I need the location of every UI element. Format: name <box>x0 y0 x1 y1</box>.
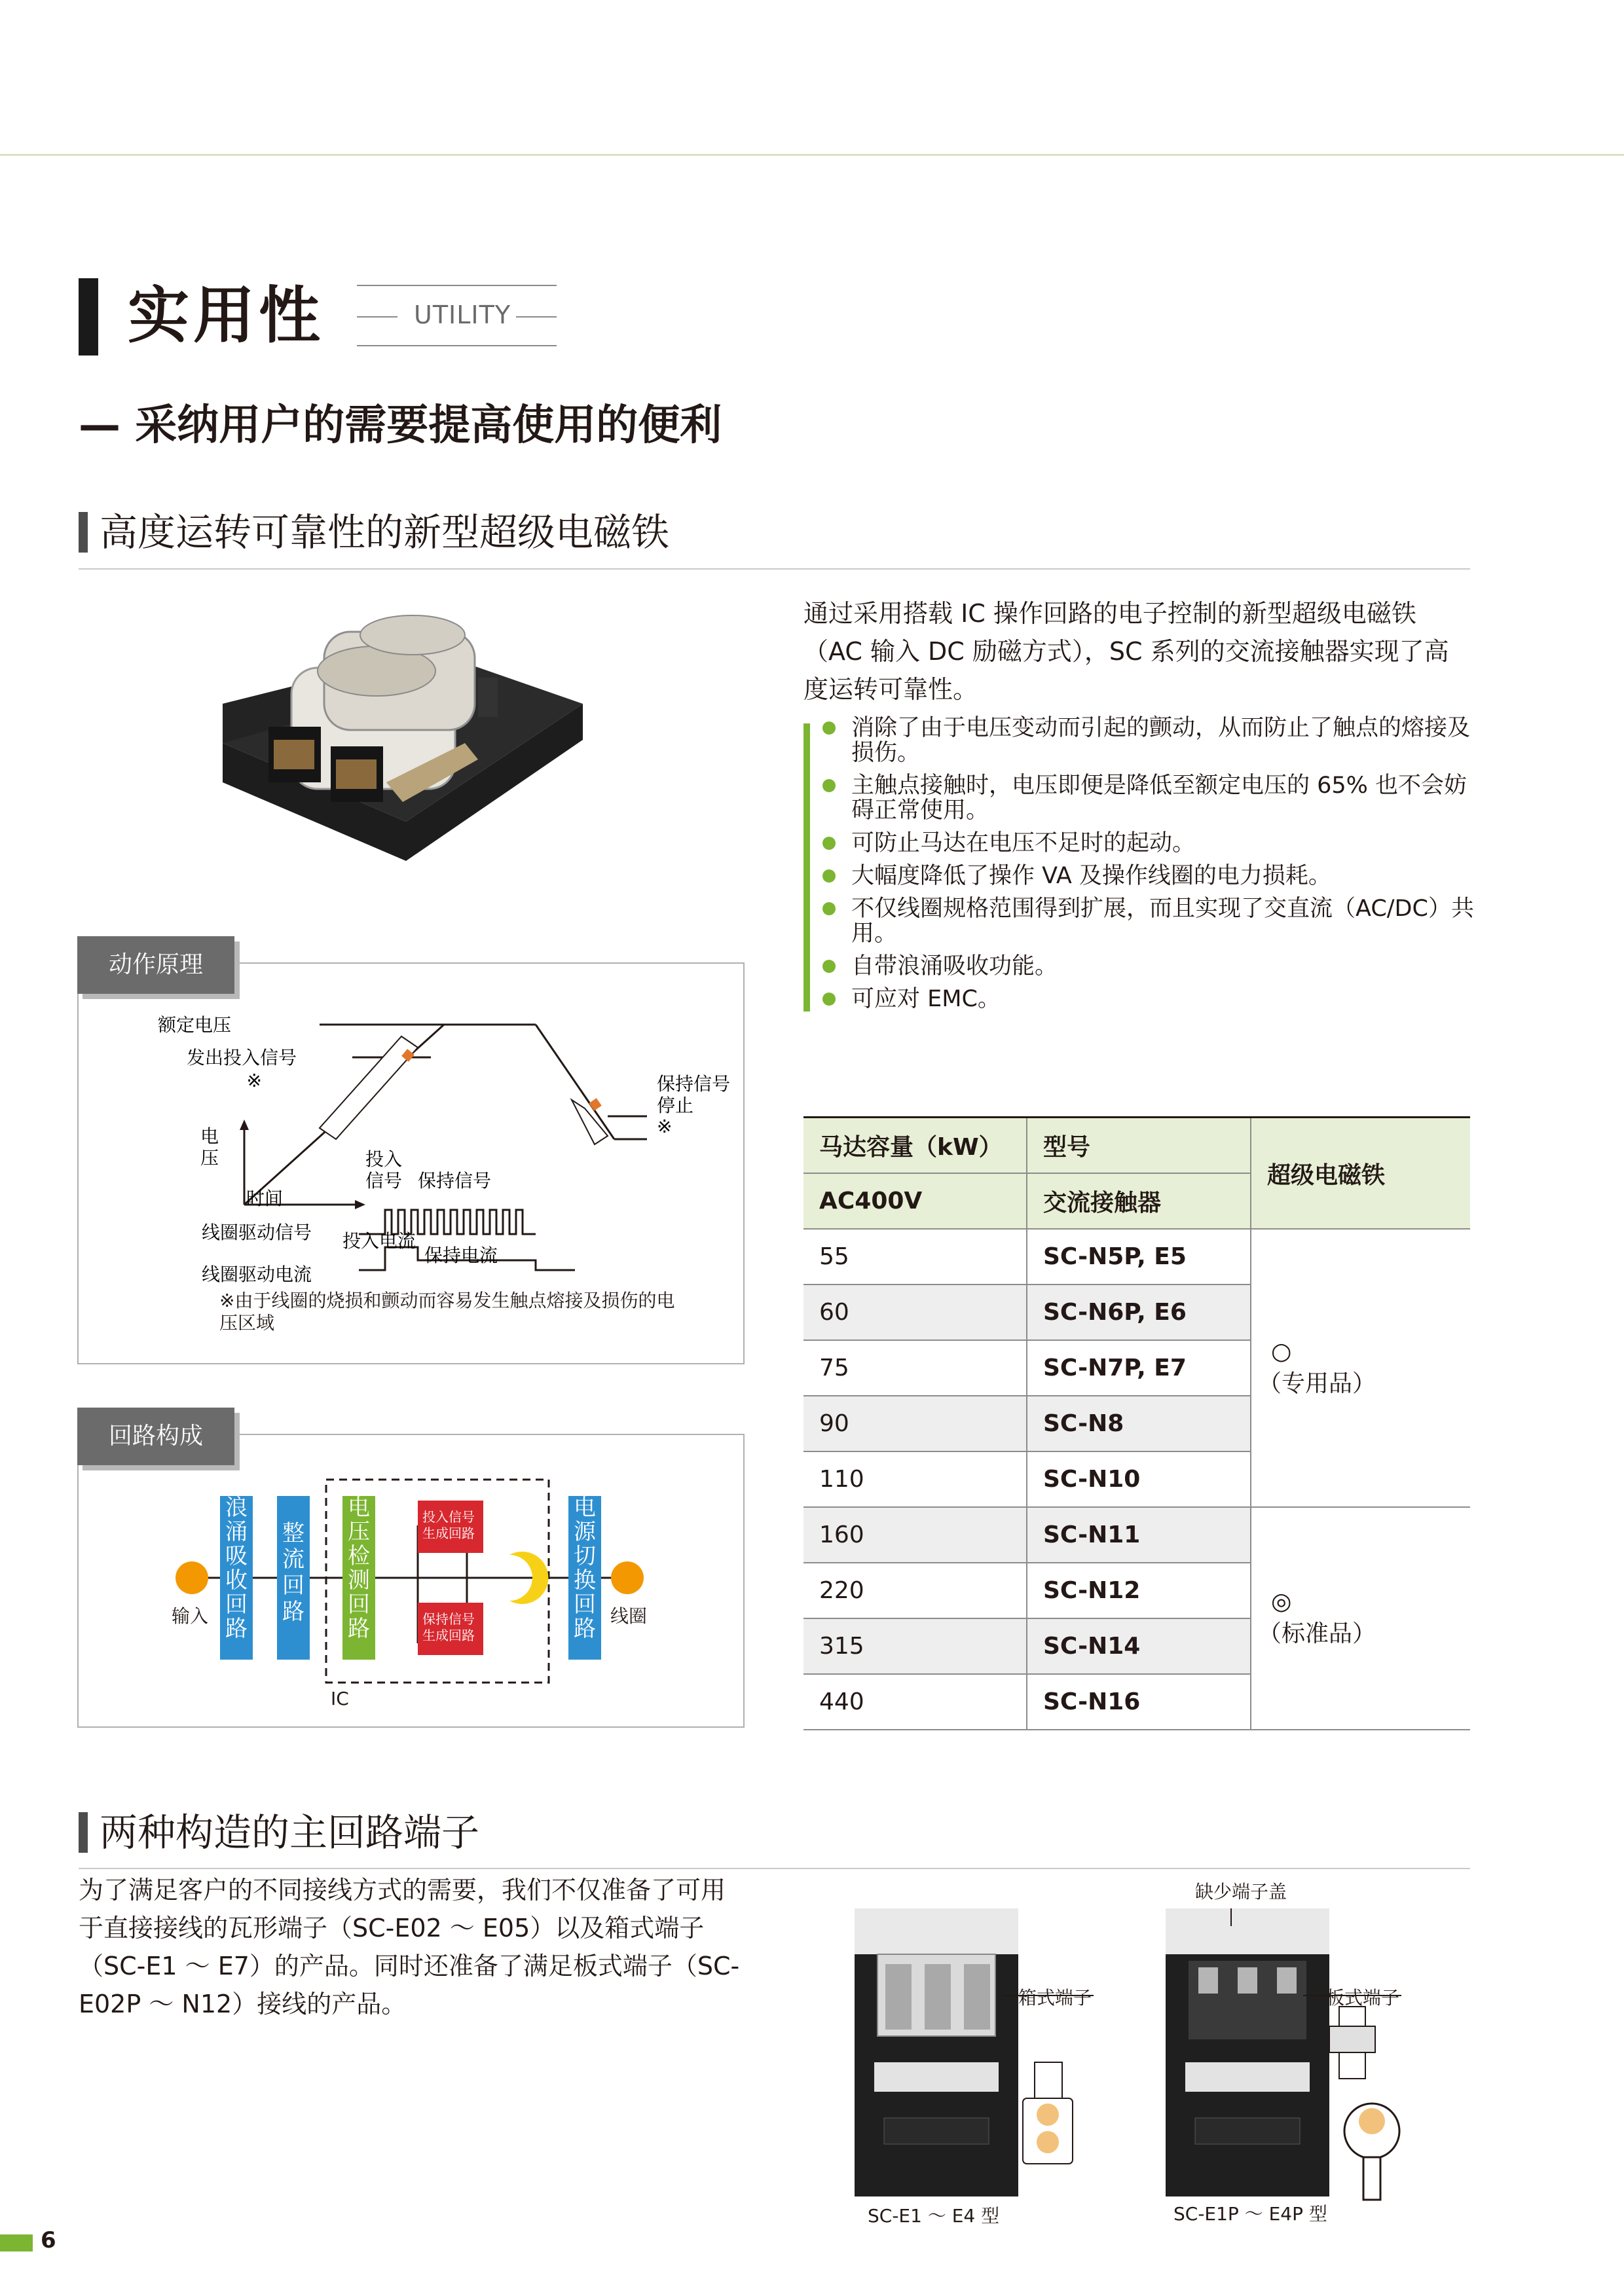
header-cell: 交流接触器 <box>1027 1173 1251 1229</box>
caption-plate-model: SC-E1P ～ E4P 型 <box>1173 2203 1327 2225</box>
section-title-terminals: 两种构造的主回路端子 <box>100 1810 480 1855</box>
list-item: 自带浪涌吸收功能。 <box>851 954 1480 979</box>
header-cell: 型号 <box>1027 1118 1251 1173</box>
page-subtitle: — 采纳用户的需要提高使用的便利 <box>79 401 722 450</box>
operation-note: ※由于线圈的烧损和颤动而容易发生触点熔接及损伤的电压区域 <box>219 1290 675 1334</box>
title-rule-left <box>357 316 397 318</box>
box-terminal-label: 箱式端子 <box>1018 1987 1092 2009</box>
hold-signal-gen-block: 保持信号生成回路 <box>422 1611 475 1643</box>
svg-text:保持信号: 保持信号 <box>418 1170 492 1192</box>
table-row: 60 SC-N6P, E6 <box>803 1285 1470 1340</box>
top-rule <box>0 154 1624 156</box>
plate-terminal-contactor <box>1166 1908 1329 2196</box>
section-marker <box>79 512 88 553</box>
section-rule <box>79 568 1470 570</box>
no-cover-label: 缺少端子盖 <box>1195 1881 1287 1903</box>
feature-list <box>851 716 1480 1019</box>
list-item: 可应对 EMC。 <box>851 987 1480 1011</box>
bullet-accent-bar <box>803 723 810 1011</box>
title-rule-right <box>516 316 557 318</box>
circuit-diagram <box>77 1467 742 1715</box>
svg-text:※: ※ <box>246 1070 262 1091</box>
header-cell: 马达容量（kW） <box>803 1118 1027 1173</box>
page-number: 6 <box>41 2227 56 2253</box>
list-item: 可防止马达在电压不足时的起动。 <box>851 831 1480 856</box>
svg-text:线圈驱动信号: 线圈驱动信号 <box>202 1222 312 1243</box>
table-row: 75 SC-N7P, E7 <box>803 1340 1470 1396</box>
title-marker <box>79 278 98 355</box>
magnet-intro-text: 通过采用搭载 IC 操作回路的电子控制的新型超级电磁铁（AC 输入 DC 励磁方式），SC 系列的交流接触器实现了高度运转可靠性。 <box>803 599 1449 704</box>
page-marker <box>0 2234 33 2251</box>
svg-text:压: 压 <box>200 1147 219 1169</box>
svg-text:发出投入信号: 发出投入信号 <box>186 1047 297 1068</box>
svg-text:※: ※ <box>657 1116 673 1137</box>
section-rule <box>79 1868 1470 1869</box>
header-cell: 超级电磁铁 <box>1251 1118 1470 1229</box>
svg-text:时间: 时间 <box>246 1188 284 1209</box>
svg-text:投入电流: 投入电流 <box>342 1230 416 1252</box>
group-cell-standard: ◎ （标准品） <box>1251 1507 1470 1730</box>
power-switch-block: 电源切换回路 <box>574 1495 596 1642</box>
svg-text:额定电压: 额定电压 <box>157 1014 231 1036</box>
svg-text:信号: 信号 <box>365 1170 403 1192</box>
table-row: 55 SC-N5P, E5 ○ （专用品） <box>803 1229 1470 1285</box>
rectifier-block: 整流回路 <box>282 1520 304 1625</box>
page-title: 实用性 <box>128 280 325 352</box>
svg-text:电: 电 <box>200 1125 219 1147</box>
list-item: 主触点接触时，电压即便是降低至额定电压的 65% 也不会妨碍正常使用。 <box>851 773 1480 823</box>
surge-absorber-block: 浪涌吸收回路 <box>225 1495 248 1642</box>
header-cell: AC400V <box>803 1173 1027 1229</box>
tab-operation-principle: 动作原理 <box>77 936 234 994</box>
voltage-detect-block: 电压检测回路 <box>348 1495 370 1642</box>
input-label: 输入 <box>172 1605 209 1627</box>
table-row: 90 SC-N8 <box>803 1396 1470 1451</box>
terminal-description: 为了满足客户的不同接线方式的需要，我们不仅准备了可用于直接接线的瓦形端子（SC-E02 ～ E05）以及箱式端子（SC-E1 ～ E7）的产品。同时还准备了满足板式端子（SC-E02P ～ N12）接线的产品。 <box>79 1876 740 2018</box>
table-row: 315 SC-N14 <box>803 1618 1470 1674</box>
table-row: 440 SC-N16 <box>803 1674 1470 1730</box>
section-marker <box>79 1812 88 1853</box>
title-rule-bottom <box>357 345 557 346</box>
table-row: 220 SC-N12 <box>803 1563 1470 1618</box>
box-terminal-sketch <box>1023 2062 1073 2164</box>
svg-text:保持信号: 保持信号 <box>657 1073 731 1095</box>
super-magnet-photo <box>216 606 602 913</box>
table-row: 110 SC-N10 <box>803 1451 1470 1507</box>
page-title-en: UTILITY <box>414 301 511 329</box>
list-item: 不仅线圈规格范围得到扩展，而且实现了交直流（AC/DC）共用。 <box>851 896 1480 946</box>
table-row: 160 SC-N11 ◎ （标准品） <box>803 1507 1470 1563</box>
svg-text:投入: 投入 <box>365 1148 403 1170</box>
plate-terminal-label: 板式端子 <box>1326 1987 1400 2009</box>
spec-table <box>803 1116 1470 1730</box>
coil-label: 线圈 <box>610 1605 648 1627</box>
list-item: 消除了由于电压变动而引起的颤动，从而防止了触点的熔接及损伤。 <box>851 716 1480 765</box>
list-item: 大幅度降低了操作 VA 及操作线圈的电力损耗。 <box>851 864 1480 888</box>
svg-text:停止: 停止 <box>657 1095 694 1116</box>
group-cell-special: ○ （专用品） <box>1251 1229 1470 1507</box>
contactor-photos <box>845 1899 1486 2206</box>
plate-terminal-sketch <box>1329 2007 1399 2200</box>
ic-label: IC <box>331 1688 349 1709</box>
title-rule-top <box>357 285 557 286</box>
tab-circuit-config: 回路构成 <box>77 1408 234 1465</box>
box-terminal-contactor <box>855 1908 1018 2196</box>
svg-text:保持电流: 保持电流 <box>424 1245 498 1266</box>
caption-box-model: SC-E1 ～ E4 型 <box>868 2205 1000 2227</box>
svg-text:线圈驱动电流: 线圈驱动电流 <box>202 1264 312 1285</box>
section-title-magnet: 高度运转可靠性的新型超级电磁铁 <box>100 510 670 555</box>
input-signal-gen-block: 投入信号生成回路 <box>422 1509 475 1541</box>
